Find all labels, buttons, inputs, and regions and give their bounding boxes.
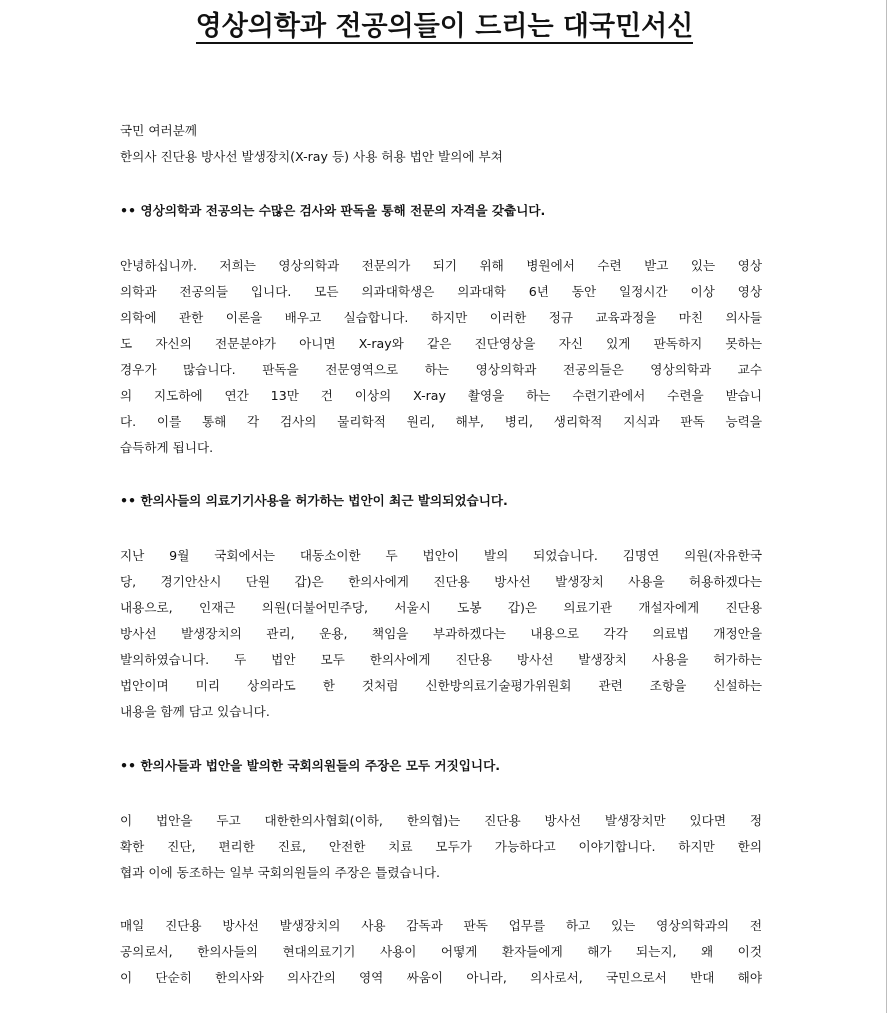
paragraph-line: 습득하게 됩니다. bbox=[120, 440, 214, 455]
page-edge-rule bbox=[886, 0, 887, 1013]
paragraph-line: 지난 9월 국회에서는 대동소이한 두 법안이 발의 되었습니다. 김명연 의원(자유한국 bbox=[120, 548, 762, 563]
section-heading-3: •• 한의사들과 법안을 발의한 국회의원들의 주장은 모두 거짓입니다. bbox=[120, 758, 501, 773]
paragraph-line: 다. 이를 통해 각 검사의 물리학적 원리, 해부, 병리, 생리학적 지식과 판독 능력을 bbox=[120, 414, 762, 429]
document-title-text: 영상의학과 전공의들이 드리는 대국민서신 bbox=[195, 11, 694, 42]
paragraph-line: 법안이며 미리 상의라도 한 것처럼 신한방의료기술평가위원회 관련 조항을 신설하는 bbox=[120, 678, 762, 693]
paragraph-line: 이 법안을 두고 대한한의사협회(이하, 한의협)는 진단용 방사선 발생장치만 있다면 정 bbox=[120, 813, 762, 828]
paragraph-line: 의학에 관한 이론을 배우고 실습합니다. 하지만 이러한 정규 교육과정을 마친 의사들 bbox=[120, 310, 762, 325]
document-title bbox=[0, 4, 889, 43]
section-heading-1: •• 영상의학과 전공의는 수많은 검사와 판독을 통해 전문의 자격을 갖춥니다. bbox=[120, 203, 546, 218]
paragraph-line: 내용을 함께 담고 있습니다. bbox=[120, 704, 270, 719]
section-2-paragraph bbox=[120, 543, 762, 725]
paragraph-line: 공의로서, 한의사들의 현대의료기기 사용이 어떻게 환자들에게 해가 되는지, 왜 이것 bbox=[120, 944, 762, 959]
section-heading-2: •• 한의사들의 의료기기사용을 허가하는 법안이 최근 발의되었습니다. bbox=[120, 493, 508, 508]
paragraph-line: 확한 진단, 편리한 진료, 안전한 치료 모두가 가능하다고 이야기합니다. 하지만 한의 bbox=[120, 839, 762, 854]
paragraph-line: 의 지도하에 연간 13만 건 이상의 X-ray 촬영을 하는 수련기관에서 수련을 받습니 bbox=[120, 388, 762, 403]
paragraph-line: 안녕하십니까. 저희는 영상의학과 전문의가 되기 위해 병원에서 수련 받고 있는 영상 bbox=[120, 258, 762, 273]
paragraph-line: 발의하였습니다. 두 법안 모두 한의사에게 진단용 방사선 발생장치 사용을 허가하는 bbox=[120, 652, 762, 667]
paragraph-line: 의학과 전공의들 입니다. 모든 의과대학생은 의과대학 6년 동안 일정시간 이상 영상 bbox=[120, 284, 762, 299]
paragraph-line: 당, 경기안산시 단원 갑)은 한의사에게 진단용 방사선 발생장치 사용을 허용하겠다는 bbox=[120, 574, 762, 589]
paragraph-line: 이 단순히 한의사와 의사간의 영역 싸움이 아니라, 의사로서, 국민으로서 반대 해야 bbox=[120, 970, 762, 985]
paragraph-line: 방사선 발생장치의 관리, 운용, 책임을 부과하겠다는 내용으로 각각 의료법 개정안을 bbox=[120, 626, 762, 641]
subject-line: 한의사 진단용 방사선 발생장치(X-ray 등) 사용 허용 법안 발의에 부쳐 bbox=[120, 149, 503, 164]
paragraph-line: 매일 진단용 방사선 발생장치의 사용 감독과 판독 업무를 하고 있는 영상의학과의 전 bbox=[120, 918, 762, 933]
section-3-paragraph-2 bbox=[120, 913, 762, 991]
paragraph-line: 내용으로, 인재근 의원(더불어민주당, 서울시 도봉 갑)은 의료기관 개설자에게 진단용 bbox=[120, 600, 762, 615]
section-1-paragraph bbox=[120, 253, 762, 461]
section-3-paragraph-1 bbox=[120, 808, 762, 886]
address-block bbox=[120, 118, 762, 170]
paragraph-line: 협과 이에 동조하는 일부 국회의원들의 주장은 틀렸습니다. bbox=[120, 865, 440, 880]
paragraph-line: 경우가 많습니다. 판독을 전문영역으로 하는 영상의학과 전공의들은 영상의학과 교수 bbox=[120, 362, 762, 377]
salutation: 국민 여러분께 bbox=[120, 123, 197, 138]
paragraph-line: 도 자신의 전문분야가 아니면 X-ray와 같은 진단영상을 자신 있게 판독하지 못하는 bbox=[120, 336, 762, 351]
